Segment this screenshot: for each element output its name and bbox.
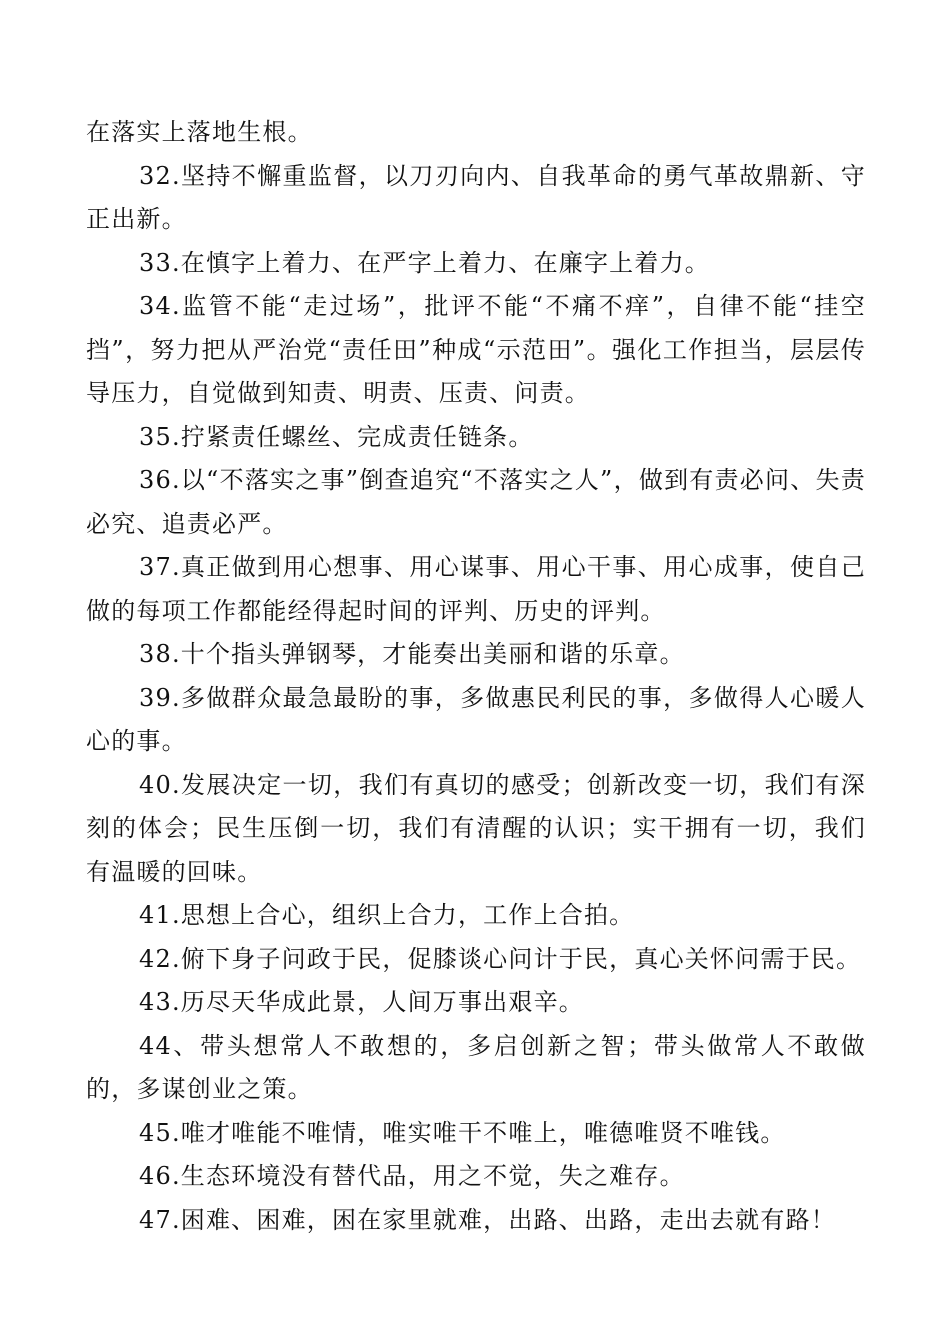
paragraph-continuation: 在落实上落地生根。: [86, 118, 313, 146]
paragraph-item-35: 35.拧紧责任螺丝、完成责任链条。: [139, 422, 534, 451]
paragraph-item-38: 38.十个指头弹钢琴，才能奏出美丽和谐的乐章。: [139, 640, 685, 668]
paragraph-item-39: 39.多做群众最急最盼的事，多做惠民利民的事，多做得人心暖人心的事。: [86, 683, 866, 755]
paragraph-item-42: 42.俯下身子问政于民，促膝谈心问计于民，真心关怀问需于民。: [139, 944, 862, 973]
paragraph-item-33: 33.在慎字上着力、在严字上着力、在廉字上着力。: [139, 248, 710, 277]
paragraph-item-43: 43.历尽天华成此景，人间万事出艰辛。: [139, 988, 584, 1016]
paragraph-item-44: 44、带头想常人不敢想的，多启创新之智；带头做常人不敢做的，多谋创业之策。: [86, 1031, 866, 1103]
paragraph-item-34: 34.监管不能“走过场”，批评不能“不痛不痒”，自律不能“挂空挡”，努力把从严治党“责任田”种成“示范田”。强化工作担当，层层传导压力，自觉做到知责、明责、压责、问责。: [86, 292, 866, 407]
paragraph-item-47: 47.困难、困难，困在家里就难，出路、出路，走出去就有路！: [139, 1205, 836, 1234]
paragraph-item-36: 36.以“不落实之事”倒查追究“不落实之人”，做到有责必问、失责必究、追责必严。: [86, 466, 866, 538]
paragraph-item-41: 41.思想上合心，组织上合力，工作上合拍。: [139, 901, 635, 929]
paragraph-item-40: 40.发展决定一切，我们有真切的感受；创新改变一切，我们有深刻的体会；民生压倒一切，我们有清醒的认识；实干拥有一切，我们有温暖的回味。: [86, 770, 866, 886]
paragraph-item-37: 37.真正做到用心想事、用心谋事、用心干事、用心成事，使自己做的每项工作都能经得起时间的评判、历史的评判。: [86, 553, 866, 625]
paragraph-item-45: 45.唯才唯能不唯情，唯实唯干不唯上，唯德唯贤不唯钱。: [139, 1118, 786, 1147]
paragraph-item-46: 46.生态环境没有替代品，用之不觉，失之难存。: [139, 1162, 685, 1190]
document-body: [86, 111, 866, 1242]
paragraph-item-32: 32.坚持不懈重监督，以刀刃向内、自我革命的勇气革故鼎新、守正出新。: [86, 161, 866, 233]
